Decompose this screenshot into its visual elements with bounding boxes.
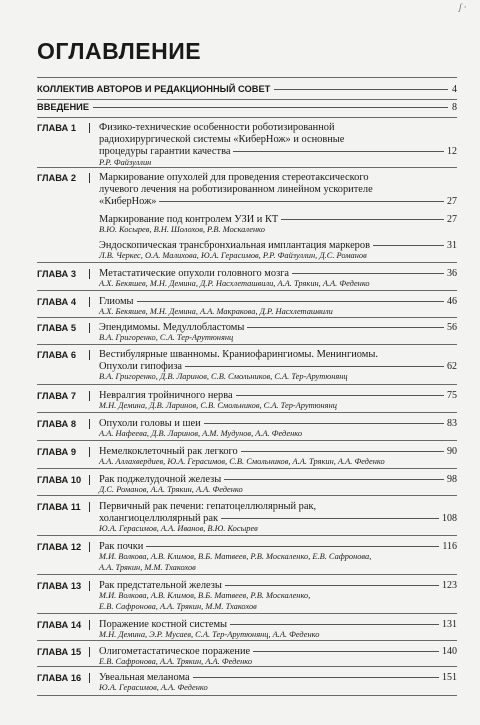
- separator-bar: [89, 581, 90, 591]
- chapter-label: ГЛАВА 4: [37, 297, 76, 307]
- page-number: 27: [447, 214, 457, 225]
- chapter-label: ГЛАВА 3: [37, 269, 76, 279]
- divider: [37, 290, 457, 291]
- dot-leader: [221, 518, 439, 519]
- chapter-title-line: Вестибулярные шванномы. Краниофарингиомы. Менингиомы.: [99, 349, 378, 360]
- chapter-authors: А.А. Аллахвердиев, Ю.А. Герасимов, С.В. Смольников, А.А. Трякин, А.А. Феденко: [99, 457, 385, 466]
- chapter-label: ГЛАВА 11: [37, 502, 81, 512]
- chapter-title-line: [99, 214, 457, 225]
- chapter-authors: А.А. Нафеева, Д.В. Ларинов, А.М. Мудунов, А.А. Феденко: [99, 429, 303, 438]
- dot-leader: [159, 201, 444, 202]
- dot-leader: [274, 89, 448, 90]
- chapter-authors: М.И. Волкова, А.В. Климов, В.Б. Матвеев, Р.В. Москаленко,: [99, 591, 311, 600]
- chapter-title-text: Рак почки: [99, 541, 144, 552]
- chapter-title-line: Первичный рак печени: гепатоцеллюлярный рак,: [99, 501, 317, 512]
- separator-bar: [89, 673, 90, 683]
- chapter-authors: М.Н. Демина, Э.Р. Мусаев, С.А. Тер-Арутюнянц, А.А. Феденко: [99, 630, 320, 639]
- separator-bar: [89, 475, 90, 485]
- chapter-title-line: [99, 146, 457, 157]
- dot-leader: [193, 677, 439, 678]
- chapter-authors: В.А. Григоренко, С.А. Тер-Арутюнянц: [99, 333, 234, 342]
- separator-bar: [89, 269, 90, 279]
- divider: [37, 167, 457, 168]
- page-number: 36: [447, 268, 457, 279]
- chapter-title-text: Глиомы: [99, 296, 134, 307]
- page-number: 108: [442, 513, 457, 524]
- dot-leader: [230, 624, 439, 625]
- page-title: ОГЛАВЛЕНИЕ: [37, 38, 202, 64]
- chapter-title-line: [99, 296, 457, 307]
- dot-leader: [236, 395, 444, 396]
- chapter-authors: Е.В. Сафронова, А.А. Трякин, М.М. Тхакохов: [99, 602, 257, 611]
- chapter-title-line: [99, 418, 457, 429]
- divider: [37, 117, 457, 118]
- separator-bar: [89, 297, 90, 307]
- dot-leader: [292, 273, 444, 274]
- dot-leader: [253, 651, 439, 652]
- page-number: 4: [452, 84, 457, 95]
- separator-bar: [89, 620, 90, 630]
- separator-bar: [89, 350, 90, 360]
- chapter-label: ГЛАВА 1: [37, 123, 76, 133]
- chapter-title-text: Поражение костной системы: [99, 619, 228, 630]
- chapter-label: ГЛАВА 2: [37, 173, 76, 183]
- chapter-label: ГЛАВА 16: [37, 673, 82, 683]
- chapter-authors: В.Ю. Косырев, В.Н. Шолохов, Р.В. Москаленко: [99, 225, 265, 234]
- chapter-title-text: Рак предстательной железы: [99, 580, 222, 591]
- separator-bar: [89, 419, 90, 429]
- chapter-title-line: Маркирование опухолей для проведения стереотаксического: [99, 172, 369, 183]
- divider: [37, 695, 457, 696]
- chapter-title-line: [99, 580, 457, 591]
- chapter-authors: М.И. Волкова, А.В. Климов, В.Б. Матвеев, Р.В. Москаленко, Е.В. Сафронова,: [99, 552, 372, 561]
- separator-bar: [89, 323, 90, 333]
- chapter-label: ГЛАВА 8: [37, 419, 76, 429]
- chapter-title-line: лучевого лечения на роботизированном линейном ускорителе: [99, 184, 373, 195]
- divider: [37, 262, 457, 263]
- chapter-title-text: Метастатические опухоли головного мозга: [99, 268, 290, 279]
- dot-leader: [224, 479, 444, 480]
- divider: [37, 99, 457, 100]
- chapter-label: ГЛАВА 14: [37, 620, 82, 630]
- chapter-authors: Ю.А. Герасимов, А.А. Иванов, В.Ю. Косырев: [99, 524, 258, 533]
- chapter-title-line: [99, 446, 457, 457]
- chapter-label: ГЛАВА 10: [37, 475, 82, 485]
- chapter-authors: Р.Р. Файзуллин: [99, 158, 152, 167]
- page-number: 140: [442, 646, 457, 657]
- toc-top-entry[interactable]: [37, 102, 457, 113]
- chapter-title-line: [99, 513, 457, 524]
- separator-bar: [89, 173, 90, 183]
- divider: [37, 344, 457, 345]
- chapter-label: ГЛАВА 9: [37, 447, 76, 457]
- divider: [37, 495, 457, 496]
- separator-bar: [89, 647, 90, 657]
- dot-leader: [281, 219, 444, 220]
- page-number: 83: [447, 418, 457, 429]
- toc-top-entry-title: ВВЕДЕНИЕ: [37, 102, 90, 112]
- page-number: 75: [447, 390, 457, 401]
- chapter-authors: Ю.А. Герасимов, А.А. Феденко: [99, 683, 208, 692]
- dot-leader: [241, 451, 444, 452]
- dot-leader: [233, 151, 444, 152]
- chapter-label: ГЛАВА 13: [37, 581, 82, 591]
- chapter-title-line: [99, 619, 457, 630]
- dot-leader: [93, 107, 448, 108]
- separator-bar: [89, 391, 90, 401]
- divider: [37, 317, 457, 318]
- chapter-title-line: [99, 196, 457, 207]
- page-number: 151: [442, 672, 457, 683]
- page-number: 46: [447, 296, 457, 307]
- chapter-title-line: радиохирургической системы «КиберНож» и основные: [99, 134, 345, 145]
- divider: [37, 535, 457, 536]
- chapter-authors: Л.В. Черкес, О.А. Малихова, Ю.А. Герасимов, Р.Р. Файзуллин, Д.С. Романов: [99, 251, 367, 260]
- chapter-authors: Д.С. Романов, А.А. Трякин, А.А. Феденко: [99, 485, 243, 494]
- page-number: 27: [447, 196, 457, 207]
- chapter-label: ГЛАВА 15: [37, 647, 82, 657]
- dot-leader: [137, 301, 444, 302]
- chapter-title-line: [99, 390, 457, 401]
- chapter-label: ГЛАВА 12: [37, 542, 82, 552]
- page-number: 8: [452, 102, 457, 113]
- chapter-title-text: Эпендимомы. Медуллобластомы: [99, 322, 245, 333]
- divider: [37, 574, 457, 575]
- chapter-title-text: «КиберНож»: [99, 196, 157, 207]
- divider: [37, 468, 457, 469]
- dot-leader: [185, 366, 444, 367]
- divider: [37, 384, 457, 385]
- page-number: 131: [442, 619, 457, 630]
- page-number: 90: [447, 446, 457, 457]
- page-number: 116: [442, 541, 457, 552]
- page-number: 31: [447, 240, 457, 251]
- chapter-title-text: Эндоскопическая трансбронхиальная имплантация маркеров: [99, 240, 370, 251]
- divider: [37, 77, 457, 78]
- chapter-title-line: [99, 361, 457, 372]
- chapter-title-text: процедуры гарантии качества: [99, 146, 231, 157]
- page-number: 98: [447, 474, 457, 485]
- chapter-title-line: [99, 646, 457, 657]
- page-number: 123: [442, 580, 457, 591]
- divider: [37, 412, 457, 413]
- chapter-title-line: [99, 541, 457, 552]
- chapter-title-text: Немелкоклеточный рак легкого: [99, 446, 238, 457]
- chapter-title-line: Физико-технические особенности роботизированной: [99, 122, 335, 133]
- dot-leader: [146, 546, 439, 547]
- toc-top-entry-title: КОЛЛЕКТИВ АВТОРОВ И РЕДАКЦИОННЫЙ СОВЕТ: [37, 84, 271, 94]
- chapter-authors: Е.В. Сафронова, А.А. Трякин, А.А. Феденко: [99, 657, 253, 666]
- chapter-title-text: Опухоли гипофиза: [99, 361, 183, 372]
- chapter-authors: А.Х. Бекяшев, М.Н. Демина, Д.Р. Насхлеташвили, А.А. Трякин, А.А. Феденко: [99, 279, 370, 288]
- chapter-title-line: [99, 474, 457, 485]
- chapter-title-line: [99, 240, 457, 251]
- dot-leader: [247, 327, 444, 328]
- dot-leader: [373, 245, 444, 246]
- divider: [37, 640, 457, 641]
- divider: [37, 613, 457, 614]
- toc-top-entry[interactable]: [37, 84, 457, 95]
- chapter-title-line: [99, 672, 457, 683]
- chapter-title-text: Увеальная меланома: [99, 672, 190, 683]
- chapter-title-text: Рак поджелудочной железы: [99, 474, 222, 485]
- chapter-authors: А.А. Трякин, М.М. Тхакохов: [99, 563, 196, 572]
- divider: [37, 440, 457, 441]
- chapter-authors: М.Н. Демина, Д.В. Ларинов, С.В. Смольников, С.А. Тер-Арутюнянц: [99, 401, 337, 410]
- chapter-title-line: [99, 268, 457, 279]
- dot-leader: [225, 585, 439, 586]
- chapter-title-text: Невралгия тройничного нерва: [99, 390, 233, 401]
- chapter-title-text: холангиоцеллюлярный рак: [99, 513, 218, 524]
- dot-leader: [204, 423, 444, 424]
- chapter-authors: А.Х. Бекяшев, М.Н. Демина, А.А. Макракова, Д.Р. Насхлеташвили: [99, 307, 333, 316]
- separator-bar: [89, 542, 90, 552]
- chapter-title-text: Опухоли головы и шеи: [99, 418, 201, 429]
- chapter-label: ГЛАВА 5: [37, 323, 76, 333]
- corner-mark: ʃ ·: [459, 2, 467, 12]
- separator-bar: [89, 502, 90, 512]
- separator-bar: [89, 123, 90, 133]
- page-number: 56: [447, 322, 457, 333]
- page-number: 12: [447, 146, 457, 157]
- separator-bar: [89, 447, 90, 457]
- chapter-title-text: Олигометастатическое поражение: [99, 646, 251, 657]
- chapter-authors: В.А. Григоренко, Д.В. Ларинов, С.В. Смольников, С.А. Тер-Арутюнянц: [99, 372, 348, 381]
- chapter-label: ГЛАВА 7: [37, 391, 76, 401]
- page-number: 62: [447, 361, 457, 372]
- divider: [37, 666, 457, 667]
- chapter-title-line: [99, 322, 457, 333]
- chapter-label: ГЛАВА 6: [37, 350, 76, 360]
- chapter-title-text: Маркирование под контролем УЗИ и КТ: [99, 214, 279, 225]
